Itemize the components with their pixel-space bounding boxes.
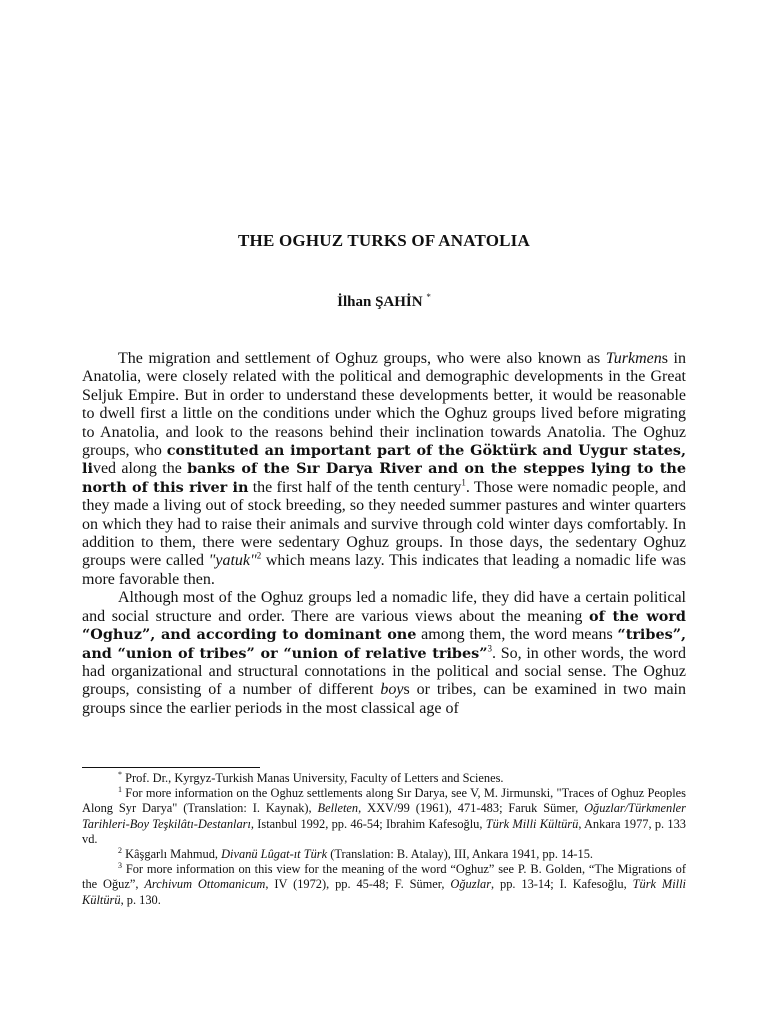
text-run: . Those were nomadic people, and they made a living out of stock breeding, so they needed summer pastures and winter quarters on which they had to raise their animals and survive through cold winter days comfortably. In addition to them, there were sedentary Oghuz groups. In those days, the sedentary Oghuz groups were called — [82, 478, 686, 570]
footnote-ref-2: 2 — [256, 551, 262, 562]
italic-term: boy — [380, 681, 404, 699]
bold-run: “tribes”, and “union of tribes” or “union of relative tribes” — [82, 626, 687, 662]
footnote-italic: Türk Milli Kültürü — [82, 877, 686, 907]
footnote-mark: 2 — [118, 845, 122, 855]
footnote-text: , XXV/99 (1961), 471-483; Faruk Sümer, — [358, 801, 585, 816]
bold-run: banks of the Sır Darya River and on the steppes lying to the north of this river in — [82, 460, 686, 496]
footnote-text: For more information on the Oghuz settlements along Sır Darya, see V, M. Jirmunski, "Traces of Oghuz Peoples Along Syr Darya" (Translation: I. Kaynak), — [82, 786, 686, 816]
article-title: THE OGHUZ TURKS OF ANATOLIA — [238, 231, 530, 250]
footnote-divider — [82, 767, 260, 768]
italic-term: "yatuk" — [208, 552, 257, 570]
bold-run: constituted an important part of the Göktürk and Uygur states, li — [82, 442, 686, 478]
footnote-text: Kâşgarlı Mahmud, — [122, 847, 222, 862]
footnote-mark: 3 — [118, 861, 122, 871]
text-run: . So, in other words, the word had organizational and structural connotations in the political and social sense. The Oghuz groups, consisting of a number of different — [82, 644, 686, 699]
footnote-ref-3: 3 — [487, 643, 493, 654]
footnote-text: , Ankara 1977, p. 133 vd. — [82, 816, 686, 846]
footnote-italic: Archivum Ottomanicum — [144, 877, 266, 892]
text-run: s or tribes, can be examined in two main groups since the earlier periods in the most classical age of — [82, 681, 686, 717]
text-run: among them, the word means — [416, 626, 618, 644]
footnote-text: , pp. 13-14; I. Kafesoğlu, — [491, 877, 633, 892]
italic-term: Turkmen — [605, 350, 662, 367]
footnotes — [82, 771, 686, 908]
text-run: The migration and settlement of Oghuz groups, who were also known as — [118, 350, 606, 367]
author-footnote-mark: * — [426, 292, 431, 302]
author-line — [0, 292, 768, 311]
footnote-italic: Oğuzlar — [450, 877, 492, 892]
text-run: Although most of the Oghuz groups led a nomadic life, they did have a certain political and social structure and order. There are various views about the meaning — [82, 589, 686, 625]
footnote-mark: * — [118, 769, 122, 779]
author-name: İlhan ŞAHİN — [337, 294, 423, 310]
text-run: ved along the — [92, 460, 188, 478]
footnote-italic: Oğuzlar/Türkmenler Tarihleri-Boy Teşkilâtı-Destanları, — [82, 801, 686, 831]
footnote-text: (Translation: B. Atalay), III, Ankara 1941, pp. 14-15. — [327, 847, 594, 862]
bold-run: of the word “Oghuz”, and according to dominant one — [82, 607, 686, 644]
text-run: the first half of the tenth century — [248, 478, 462, 496]
footnote-text: For more information on this view for the meaning of the word “Oghuz” see P. B. Golden, “The Migrations of the Oğuz”, — [82, 862, 686, 892]
footnote-text: Istanbul 1992, pp. 46-54; Ibrahim Kafesoğlu, — [254, 816, 486, 831]
footnote-3 — [82, 862, 686, 908]
footnote-text: , p. 130. — [120, 892, 161, 907]
footnote-ref-1: 1 — [461, 477, 466, 488]
footnote-text: , IV (1972), pp. 45-48; F. Sümer, — [265, 877, 451, 892]
body-paragraph-2 — [82, 589, 686, 718]
text-run: s in Anatolia, were closely related with the political and demographic developments in the Great Seljuk Empire. But in order to understand these developments better, it would be reasonable to dwell first a little on the conditions under which the Oghuz groups lived before migrating to Anatolia, and look to the reasons behind their inclination towards Anatolia. The Oghuz groups, who — [82, 350, 687, 460]
footnote-italic: Divanü Lûgat-ıt Türk — [221, 847, 328, 862]
footnote-1 — [82, 786, 686, 847]
footnote-2 — [82, 847, 686, 862]
footnote-author — [82, 771, 686, 786]
footnote-italic: Belleten — [317, 801, 359, 816]
body-paragraph-1 — [82, 350, 686, 589]
text-run: which means lazy. This indicates that leading a nomadic life was more favorable then. — [82, 552, 686, 588]
article-body — [82, 350, 686, 718]
footnote-text: Prof. Dr., Kyrgyz-Turkish Manas University, Faculty of Letters and Scienes. — [122, 771, 504, 785]
footnote-mark: 1 — [118, 785, 122, 795]
footnote-italic: Türk Milli Kültürü — [485, 816, 579, 831]
